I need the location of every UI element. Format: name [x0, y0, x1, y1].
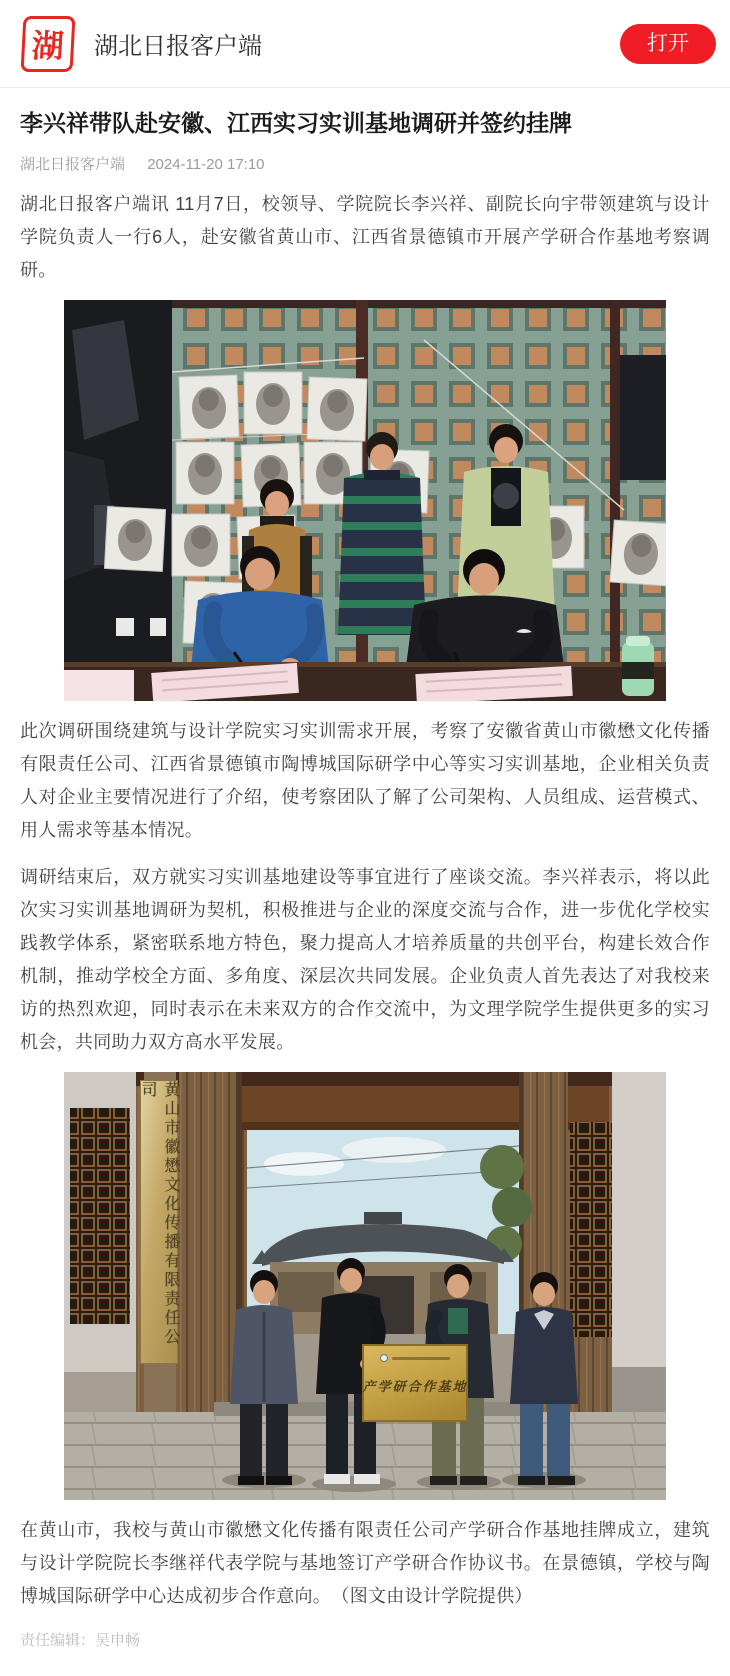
article-source: 湖北日报客户端 — [20, 156, 126, 173]
photo-signing-ceremony[interactable] — [64, 300, 666, 701]
article-title: 李兴祥带队赴安徽、江西实习实训基地调研并签约挂牌 — [20, 110, 572, 136]
paragraph-4: 在黄山市，我校与黄山市徽懋文化传播有限责任公司产学研合作基地挂牌成立，建筑与设计学院院长李继祥代表学院与基地签订产学研合作协议书。在景德镇，学校与陶博城国际研学中心达成初步合作意向。 （图文由设计学院提供） — [20, 1520, 710, 1606]
open-app-button[interactable]: 打开 — [620, 24, 716, 64]
publish-time: 2024-11-20 17:10 — [147, 156, 265, 173]
editor-name: 吴申畅 — [95, 1632, 141, 1649]
plaque-logo-row — [380, 1354, 450, 1362]
paragraph-1: 湖北日报客户端讯 11月7日，校领导、学院院长李兴祥、副院长向宇带领建筑与设计学院负责人一行6人，赴安徽省黄山市、江西省景德镇市开展产学研合作基地考察调研。 — [20, 194, 710, 280]
plaque-title: 产学研合作基地 — [362, 1379, 468, 1394]
plaque-logo-icon — [380, 1354, 388, 1362]
app-banner — [0, 0, 730, 88]
plaque-logo-text-line — [392, 1357, 450, 1360]
company-gate-sign: 黄山市徽懋文化传播有限责任公司 — [140, 1080, 178, 1364]
article-body — [0, 106, 730, 1676]
paragraph-3: 调研结束后，双方就实习实训基地建设等事宜进行了座谈交流。李兴祥表示，将以此次实习实训基地调研为契机，积极推进与企业的深度交流与合作，进一步优化学校实践教学体系，紧密联系地方特色，聚力提高人才培养质量的共创平台，构建长效合作机制，推动学校全方面、多角度、深层次共同发展。企业负责人首先表达了对我校来访的热烈欢迎，同时表示在未来双方的合作交流中，为文理学院学生提供更多的实习机会，共同助力双方高水平发展。 — [20, 867, 710, 1052]
photo-signing-scene — [64, 300, 666, 701]
cooperation-plaque — [362, 1344, 468, 1422]
app-logo-icon — [21, 16, 76, 72]
editor-label: 责任编辑： — [20, 1632, 96, 1649]
photo-plaque-unveiling[interactable] — [64, 1072, 666, 1500]
editor-line — [20, 1629, 710, 1676]
paragraph-2: 此次调研围绕建筑与设计学院实习实训需求开展，考察了安徽省黄山市徽懋文化传播有限责任公司、江西省景德镇市陶博城国际研学中心等实习实训基地，企业相关负责人对企业主要情况进行了介绍，使考察团队了解了公司架构、人员组成、运营模式、用人需求等基本情况。 — [20, 721, 710, 840]
app-name: 湖北日报客户端 — [94, 33, 262, 60]
app-logo-char: 湖 — [30, 27, 65, 64]
byline — [20, 153, 710, 174]
